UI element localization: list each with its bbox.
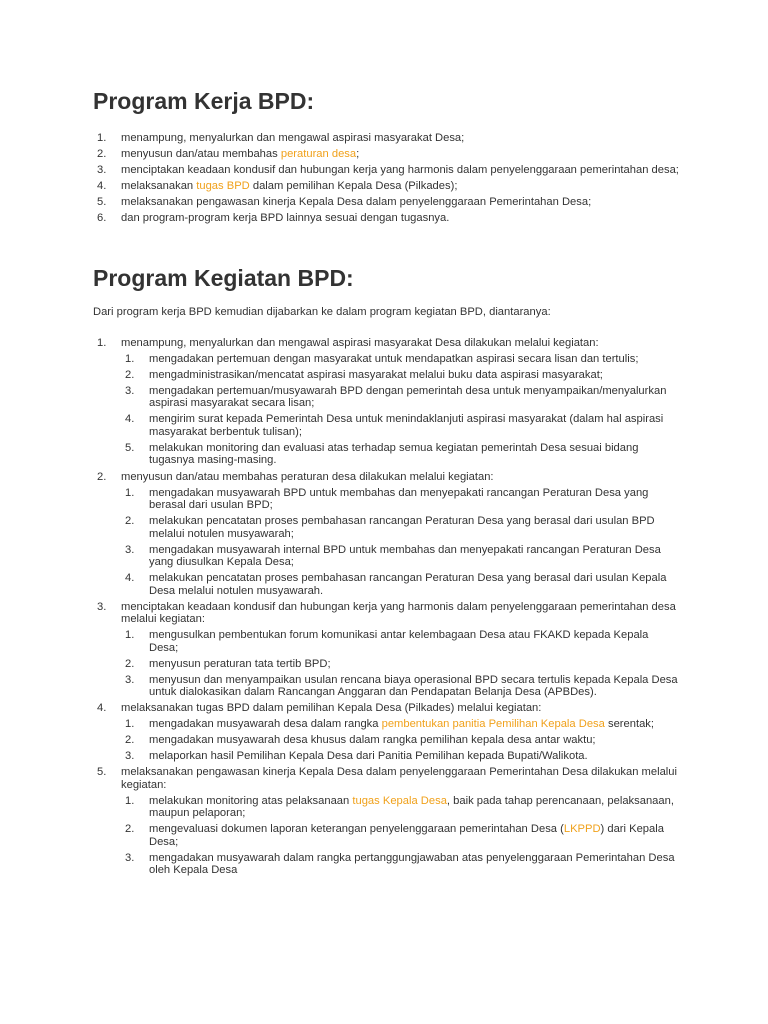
sub-list-item (121, 734, 680, 747)
link-lkppd[interactable]: LKPPD (563, 823, 601, 836)
list-item-text: mengadakan pertemuan/musyawarah BPD dengan pemerintah desa untuk menyampaikan/menyalurkan aspirasi masyarakat secara lisan; (149, 384, 667, 410)
list-item (93, 196, 680, 209)
list-item-text-end: , baik pada tahap perencanaan, pelaksanaan, maupun pelaporan; (149, 794, 674, 820)
list-number: 3. (125, 543, 135, 556)
intro-paragraph: Dari program kerja BPD kemudian dijabarkan ke dalam program kegiatan BPD, diantaranya: (93, 305, 551, 318)
program-kerja-list (93, 132, 680, 225)
sub-list-item (121, 750, 680, 763)
sub-list (121, 795, 680, 877)
list-item-text: melaksanakan pengawasan kinerja Kepala Desa dalam penyelenggaraan Pemerintahan Desa dilakukan melalui kegiatan: (121, 766, 677, 791)
list-number: 1. (125, 794, 135, 807)
list-number: 1. (125, 486, 135, 499)
list-number: 4. (125, 572, 135, 585)
list-item (93, 148, 680, 161)
list-number: 2. (125, 657, 135, 670)
list-item-text: menciptakan keadaan kondusif dan hubungan kerja yang harmonis dalam penyelenggaraan pemerintahan desa melalui kegiatan: (121, 600, 676, 626)
list-item-text: melaksanakan (121, 180, 197, 193)
sub-list-item (121, 852, 680, 877)
list-item-text: menyusun peraturan tata tertib BPD; (149, 657, 331, 670)
sub-list-item (121, 369, 680, 382)
list-item-text: melakukan pencatatan proses pembahasan rancangan Peraturan Desa yang berasal dari usulan BPD melalui notulen musyawarah; (149, 515, 655, 540)
list-number: 1. (125, 629, 135, 642)
list-item (93, 132, 680, 145)
list-item (93, 164, 680, 177)
list-item-text: mengevaluasi dokumen laporan keterangan penyelenggaraan pemerintahan Desa ( (149, 823, 564, 836)
list-number: 4. (97, 702, 107, 715)
list-item (93, 702, 680, 763)
list-number: 3. (97, 600, 107, 613)
list-item (93, 180, 680, 193)
sub-list (121, 353, 680, 467)
list-number: 3. (125, 750, 135, 763)
link-peraturan-desa[interactable]: peraturan desa (280, 148, 357, 161)
sub-list-item (121, 385, 680, 410)
list-item-text: menampung, menyalurkan dan mengawal aspirasi masyarakat Desa dilakukan melalui kegiatan: (121, 336, 599, 349)
sub-list-item (121, 718, 680, 731)
list-item-text: melakukan monitoring atas pelaksanaan (149, 794, 353, 807)
list-item-text: mengirim surat kepada Pemerintah Desa untuk menindaklanjuti aspirasi masyarakat (dalam hal aspirasi masyarakat berbentuk tulisan); (149, 413, 664, 438)
sub-list-item (121, 572, 680, 597)
link-tugas-bpd[interactable]: tugas BPD (196, 180, 250, 193)
sub-list (121, 718, 680, 763)
list-item-text-end: dalam pemilihan Kepala Desa (Pilkades); (249, 180, 458, 193)
list-item-text: melaksanakan tugas BPD dalam pemilihan Kepala Desa (Pilkades) melalui kegiatan: (121, 702, 542, 715)
list-number: 4. (97, 180, 107, 193)
list-number: 6. (97, 212, 107, 225)
list-item (93, 212, 680, 225)
list-item-text: menyusun dan/atau membahas (121, 148, 281, 161)
list-item (93, 601, 680, 699)
link-tugas-kepala-desa[interactable]: tugas Kepala Desa (352, 794, 447, 807)
list-item-text-end: ; (356, 148, 360, 161)
list-number: 5. (97, 196, 107, 209)
sub-list-item (121, 442, 680, 467)
list-item-text: melaporkan hasil Pemilihan Kepala Desa dari Panitia Pemilihan kepada Bupati/Walikota. (149, 750, 588, 763)
list-item-text: menyusun dan/atau membahas peraturan desa dilakukan melalui kegiatan: (121, 470, 494, 483)
list-number: 4. (125, 413, 135, 426)
list-item-text: mengadakan musyawarah internal BPD untuk membahas dan menyepakati rancangan Peraturan Desa yang diusulkan Kepala Desa; (149, 543, 661, 569)
list-item-text: menciptakan keadaan kondusif dan hubungan kerja yang harmonis dalam penyelenggaraan pemerintahan desa; (121, 164, 679, 177)
list-number: 1. (125, 718, 135, 731)
list-number: 2. (125, 368, 135, 381)
list-item-text-end: serentak; (604, 718, 655, 731)
list-item-text-end: ) dari Kepala Desa; (149, 823, 664, 848)
list-item-text: dan program-program kerja BPD lainnya sesuai dengan tugasnya. (121, 212, 450, 225)
sub-list-item (121, 674, 680, 699)
sub-list-item (121, 823, 680, 848)
sub-list (121, 629, 680, 699)
list-item-text: mengadakan musyawarah dalam rangka pertanggungjawaban atas penyelenggaraan Pemerintahan Desa oleh Kepala Desa (149, 851, 675, 877)
list-item-text: mengadakan pertemuan dengan masyarakat untuk mendapatkan aspirasi secara lisan dan tertulis; (149, 352, 639, 365)
list-number: 1. (125, 352, 135, 365)
list-item (93, 766, 680, 877)
sub-list-item (121, 658, 680, 671)
list-item-text: mengadministrasikan/mencatat aspirasi masyarakat melalui buku data aspirasi masyarakat; (149, 368, 603, 381)
list-item-text: mengadakan musyawarah desa dalam rangka (149, 718, 382, 731)
list-number: 2. (125, 823, 135, 836)
list-item-text: mengusulkan pembentukan forum komunikasi antar kelembagaan Desa atau FKAKD kepada Kepala Desa; (149, 629, 649, 654)
list-item-text: melaksanakan pengawasan kinerja Kepala Desa dalam penyelenggaraan Pemerintahan Desa; (121, 196, 592, 209)
list-number: 5. (125, 441, 135, 454)
list-number: 2. (97, 470, 107, 483)
sub-list-item (121, 629, 680, 654)
heading-program-kegiatan: Program Kegiatan BPD: (93, 264, 354, 291)
list-number: 5. (97, 766, 107, 779)
heading-program-kerja: Program Kerja BPD: (93, 88, 315, 114)
program-kegiatan-list (93, 337, 680, 877)
list-number: 3. (125, 673, 135, 686)
link-pembentukan-panitia[interactable]: pembentukan panitia Pemilihan Kepala Desa (381, 718, 605, 731)
list-item-text: mengadakan musyawarah BPD untuk membahas dan menyepakati rancangan Peraturan Desa yang berasal dari usulan BPD; (149, 486, 649, 512)
list-number: 3. (97, 164, 107, 177)
sub-list (121, 487, 680, 598)
list-item-text: melakukan pencatatan proses pembahasan rancangan Peraturan Desa yang berasal dari usulan Kepala Desa melalui notulen musyawarah. (149, 572, 667, 597)
sub-list-item (121, 544, 680, 569)
list-number: 1. (97, 132, 107, 144)
list-number: 3. (125, 851, 135, 864)
list-item-text: menyusun dan menyampaikan usulan rencana biaya operasional BPD secara tertulis kepada Kepala Desa untuk dialokasikan dalam Rancangan Anggaran dan Pendapatan Belanja Desa (APBDes). (149, 673, 678, 699)
sub-list-item (121, 515, 680, 540)
sub-list-item (121, 795, 680, 820)
list-number: 3. (125, 384, 135, 397)
sub-list-item (121, 413, 680, 438)
list-item (93, 337, 680, 467)
list-number: 2. (125, 515, 135, 528)
sub-list-item (121, 353, 680, 366)
list-item-text: mengadakan musyawarah desa khusus dalam rangka pemilihan kepala desa antar waktu; (149, 734, 596, 747)
sub-list-item (121, 487, 680, 512)
list-number: 1. (97, 336, 107, 349)
list-item-text: menampung, menyalurkan dan mengawal aspirasi masyarakat Desa; (121, 132, 465, 144)
list-item (93, 471, 680, 598)
list-number: 2. (97, 148, 107, 161)
list-item-text: melakukan monitoring dan evaluasi atas terhadap semua kegiatan pemerintah Desa sesuai bidang tugasnya masing-masing. (149, 441, 639, 467)
list-number: 2. (125, 734, 135, 747)
